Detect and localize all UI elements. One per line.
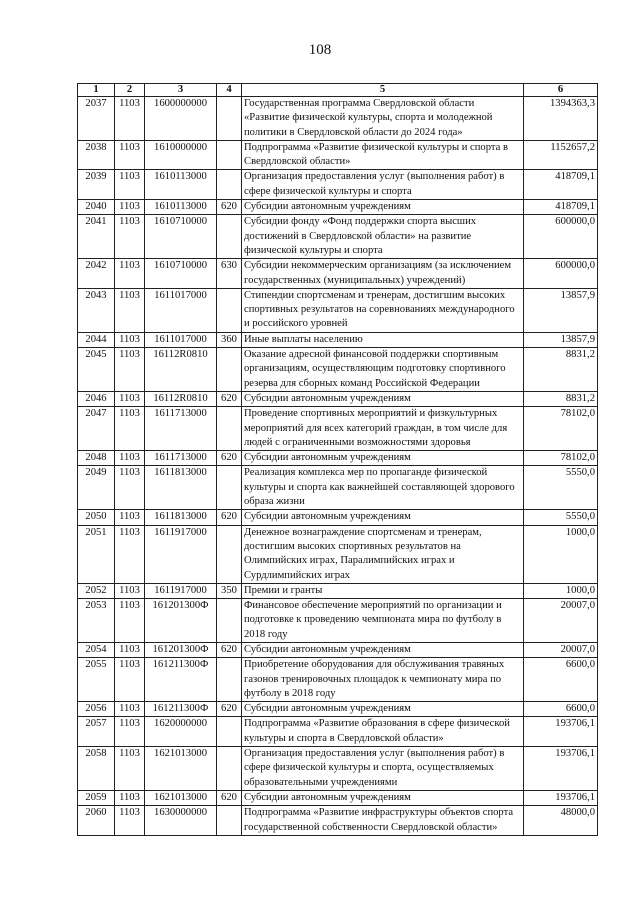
- cell-row-number: 2048: [78, 451, 115, 466]
- table-row: [78, 288, 598, 332]
- cell-target-code: 1611917000: [145, 583, 217, 598]
- table-row: [78, 702, 598, 717]
- cell-expense-type: 620: [217, 790, 242, 805]
- table-row: [78, 451, 598, 466]
- cell-target-code: 161201300Ф: [145, 599, 217, 643]
- cell-target-code: 1620000000: [145, 717, 217, 747]
- cell-amount: 8831,2: [524, 391, 598, 406]
- column-header-section: 2: [115, 84, 145, 97]
- cell-row-number: 2051: [78, 525, 115, 583]
- cell-target-code: 1621013000: [145, 747, 217, 791]
- cell-target-code: 161211300Ф: [145, 658, 217, 702]
- cell-row-number: 2060: [78, 806, 115, 836]
- column-header-target-code: 3: [145, 84, 217, 97]
- header-row: [78, 84, 598, 97]
- cell-row-number: 2046: [78, 391, 115, 406]
- cell-row-number: 2045: [78, 348, 115, 392]
- cell-section: 1103: [115, 170, 145, 200]
- cell-amount: 1152657,2: [524, 140, 598, 170]
- cell-expense-type: [217, 348, 242, 392]
- table-row: [78, 658, 598, 702]
- cell-row-number: 2054: [78, 642, 115, 657]
- table-row: [78, 215, 598, 259]
- cell-row-number: 2037: [78, 97, 115, 141]
- cell-expense-type: 620: [217, 391, 242, 406]
- cell-amount: 6600,0: [524, 658, 598, 702]
- cell-target-code: 1610710000: [145, 259, 217, 289]
- cell-amount: 418709,1: [524, 200, 598, 215]
- cell-section: 1103: [115, 658, 145, 702]
- cell-target-code: 1610113000: [145, 200, 217, 215]
- cell-target-code: 1600000000: [145, 97, 217, 141]
- cell-target-code: 1610710000: [145, 215, 217, 259]
- table-row: [78, 332, 598, 347]
- cell-name: Финансовое обеспечение мероприятий по организации и подготовке к проведению чемпионата мира по футболу в 2018 году: [242, 599, 524, 643]
- table-row: [78, 599, 598, 643]
- cell-section: 1103: [115, 806, 145, 836]
- table-row: [78, 170, 598, 200]
- cell-amount: 193706,1: [524, 717, 598, 747]
- cell-amount: 418709,1: [524, 170, 598, 200]
- cell-amount: 1000,0: [524, 525, 598, 583]
- cell-section: 1103: [115, 259, 145, 289]
- cell-amount: 13857,9: [524, 288, 598, 332]
- cell-expense-type: [217, 806, 242, 836]
- cell-amount: 20007,0: [524, 642, 598, 657]
- cell-section: 1103: [115, 466, 145, 510]
- cell-expense-type: [217, 466, 242, 510]
- cell-section: 1103: [115, 332, 145, 347]
- cell-expense-type: 620: [217, 200, 242, 215]
- cell-section: 1103: [115, 717, 145, 747]
- cell-expense-type: [217, 140, 242, 170]
- cell-name: Субсидии автономным учреждениям: [242, 790, 524, 805]
- cell-expense-type: 620: [217, 510, 242, 525]
- cell-row-number: 2055: [78, 658, 115, 702]
- column-header-expense-type: 4: [217, 84, 242, 97]
- cell-amount: 5550,0: [524, 466, 598, 510]
- cell-expense-type: 620: [217, 451, 242, 466]
- cell-name: Иные выплаты населению: [242, 332, 524, 347]
- cell-expense-type: [217, 407, 242, 451]
- cell-target-code: 1610000000: [145, 140, 217, 170]
- cell-amount: 13857,9: [524, 332, 598, 347]
- cell-expense-type: 620: [217, 642, 242, 657]
- table-body: [78, 97, 598, 836]
- cell-target-code: 1610113000: [145, 170, 217, 200]
- cell-section: 1103: [115, 407, 145, 451]
- cell-expense-type: [217, 658, 242, 702]
- cell-amount: 78102,0: [524, 451, 598, 466]
- cell-amount: 8831,2: [524, 348, 598, 392]
- cell-row-number: 2043: [78, 288, 115, 332]
- cell-row-number: 2056: [78, 702, 115, 717]
- table-row: [78, 391, 598, 406]
- cell-name: Подпрограмма «Развитие образования в сфере физической культуры и спорта в Свердловской области»: [242, 717, 524, 747]
- cell-name: Субсидии автономным учреждениям: [242, 510, 524, 525]
- cell-name: Реализация комплекса мер по пропаганде физической культуры и спорта как важнейшей составляющей здорового образа жизни: [242, 466, 524, 510]
- cell-section: 1103: [115, 599, 145, 643]
- cell-target-code: 16112R0810: [145, 391, 217, 406]
- cell-name: Субсидии автономным учреждениям: [242, 391, 524, 406]
- cell-amount: 193706,1: [524, 790, 598, 805]
- cell-amount: 600000,0: [524, 259, 598, 289]
- cell-name: Субсидии автономным учреждениям: [242, 702, 524, 717]
- table-row: [78, 200, 598, 215]
- table-row: [78, 466, 598, 510]
- cell-expense-type: [217, 747, 242, 791]
- table-row: [78, 407, 598, 451]
- cell-row-number: 2059: [78, 790, 115, 805]
- table-row: [78, 717, 598, 747]
- cell-amount: 6600,0: [524, 702, 598, 717]
- cell-target-code: 161201300Ф: [145, 642, 217, 657]
- cell-expense-type: [217, 717, 242, 747]
- cell-section: 1103: [115, 288, 145, 332]
- budget-table: [77, 83, 598, 836]
- table-row: [78, 790, 598, 805]
- cell-amount: 1394363,3: [524, 97, 598, 141]
- cell-name: Денежное вознаграждение спортсменам и тренерам, достигшим высоких спортивных результатов на Олимпийских играх, Паралимпийских играх и Сурдлимпийских играх: [242, 525, 524, 583]
- table-row: [78, 583, 598, 598]
- cell-amount: 1000,0: [524, 583, 598, 598]
- cell-section: 1103: [115, 391, 145, 406]
- column-header-name: 5: [242, 84, 524, 97]
- cell-name: Государственная программа Свердловской области «Развитие физической культуры, спорта и молодежной политики в Свердловской области до 2024 года»: [242, 97, 524, 141]
- cell-amount: 193706,1: [524, 747, 598, 791]
- cell-row-number: 2057: [78, 717, 115, 747]
- cell-expense-type: [217, 170, 242, 200]
- cell-name: Премии и гранты: [242, 583, 524, 598]
- cell-target-code: 1611813000: [145, 466, 217, 510]
- table-row: [78, 525, 598, 583]
- table-row: [78, 510, 598, 525]
- cell-amount: 48000,0: [524, 806, 598, 836]
- cell-row-number: 2044: [78, 332, 115, 347]
- cell-section: 1103: [115, 215, 145, 259]
- cell-section: 1103: [115, 140, 145, 170]
- cell-row-number: 2058: [78, 747, 115, 791]
- cell-target-code: 1621013000: [145, 790, 217, 805]
- page-number: 108: [308, 42, 332, 58]
- cell-target-code: 1611813000: [145, 510, 217, 525]
- cell-name: Субсидии автономным учреждениям: [242, 451, 524, 466]
- cell-name: Оказание адресной финансовой поддержки спортивным организациям, осуществляющим подготовку спортивного резерва для сборных команд Российской Федерации: [242, 348, 524, 392]
- cell-section: 1103: [115, 525, 145, 583]
- cell-name: Субсидии некоммерческим организациям (за исключением государственных (муниципальных) учреждений): [242, 259, 524, 289]
- cell-expense-type: 620: [217, 702, 242, 717]
- cell-target-code: 1611017000: [145, 332, 217, 347]
- cell-name: Подпрограмма «Развитие инфраструктуры объектов спорта государственной собственности Свердловской области»: [242, 806, 524, 836]
- cell-section: 1103: [115, 451, 145, 466]
- cell-expense-type: [217, 288, 242, 332]
- cell-amount: 600000,0: [524, 215, 598, 259]
- table-row: [78, 140, 598, 170]
- cell-target-code: 161211300Ф: [145, 702, 217, 717]
- cell-name: Стипендии спортсменам и тренерам, достигшим высоких спортивных результатов на соревнованиях международного и российского уровней: [242, 288, 524, 332]
- cell-section: 1103: [115, 790, 145, 805]
- cell-section: 1103: [115, 642, 145, 657]
- cell-name: Организация предоставления услуг (выполнения работ) в сфере физической культуры и спорта: [242, 170, 524, 200]
- cell-amount: 78102,0: [524, 407, 598, 451]
- cell-target-code: 1630000000: [145, 806, 217, 836]
- cell-row-number: 2038: [78, 140, 115, 170]
- cell-row-number: 2053: [78, 599, 115, 643]
- cell-section: 1103: [115, 747, 145, 791]
- cell-name: Субсидии фонду «Фонд поддержки спорта высших достижений в Свердловской области» на развитие физической культуры и спорта: [242, 215, 524, 259]
- cell-name: Организация предоставления услуг (выполнения работ) в сфере физической культуры и спорта, осуществляемых образовательными учреждениями: [242, 747, 524, 791]
- cell-target-code: 1611917000: [145, 525, 217, 583]
- table-row: [78, 806, 598, 836]
- cell-expense-type: [217, 525, 242, 583]
- cell-row-number: 2047: [78, 407, 115, 451]
- table-row: [78, 97, 598, 141]
- table-row: [78, 642, 598, 657]
- cell-section: 1103: [115, 97, 145, 141]
- cell-row-number: 2052: [78, 583, 115, 598]
- column-header-row-number: 1: [78, 84, 115, 97]
- table-row: [78, 747, 598, 791]
- cell-expense-type: 360: [217, 332, 242, 347]
- cell-name: Субсидии автономным учреждениям: [242, 642, 524, 657]
- cell-expense-type: [217, 97, 242, 141]
- cell-section: 1103: [115, 348, 145, 392]
- cell-target-code: 1611713000: [145, 451, 217, 466]
- cell-target-code: 1611713000: [145, 407, 217, 451]
- cell-expense-type: [217, 599, 242, 643]
- cell-target-code: 1611017000: [145, 288, 217, 332]
- cell-row-number: 2040: [78, 200, 115, 215]
- cell-target-code: 16112R0810: [145, 348, 217, 392]
- cell-name: Субсидии автономным учреждениям: [242, 200, 524, 215]
- cell-row-number: 2042: [78, 259, 115, 289]
- column-header-amount: 6: [524, 84, 598, 97]
- cell-amount: 20007,0: [524, 599, 598, 643]
- cell-name: Подпрограмма «Развитие физической культуры и спорта в Свердловской области»: [242, 140, 524, 170]
- cell-row-number: 2050: [78, 510, 115, 525]
- table-row: [78, 259, 598, 289]
- cell-expense-type: 630: [217, 259, 242, 289]
- cell-row-number: 2049: [78, 466, 115, 510]
- cell-section: 1103: [115, 200, 145, 215]
- cell-expense-type: [217, 215, 242, 259]
- cell-row-number: 2039: [78, 170, 115, 200]
- cell-section: 1103: [115, 583, 145, 598]
- cell-name: Проведение спортивных мероприятий и физкультурных мероприятий для всех категорий граждан, в том числе для людей с ограниченными возможностями здоровья: [242, 407, 524, 451]
- cell-expense-type: 350: [217, 583, 242, 598]
- cell-name: Приобретение оборудования для обслуживания травяных газонов тренировочных площадок к чемпионату мира по футболу в 2018 году: [242, 658, 524, 702]
- cell-section: 1103: [115, 702, 145, 717]
- table-row: [78, 348, 598, 392]
- cell-amount: 5550,0: [524, 510, 598, 525]
- cell-row-number: 2041: [78, 215, 115, 259]
- cell-section: 1103: [115, 510, 145, 525]
